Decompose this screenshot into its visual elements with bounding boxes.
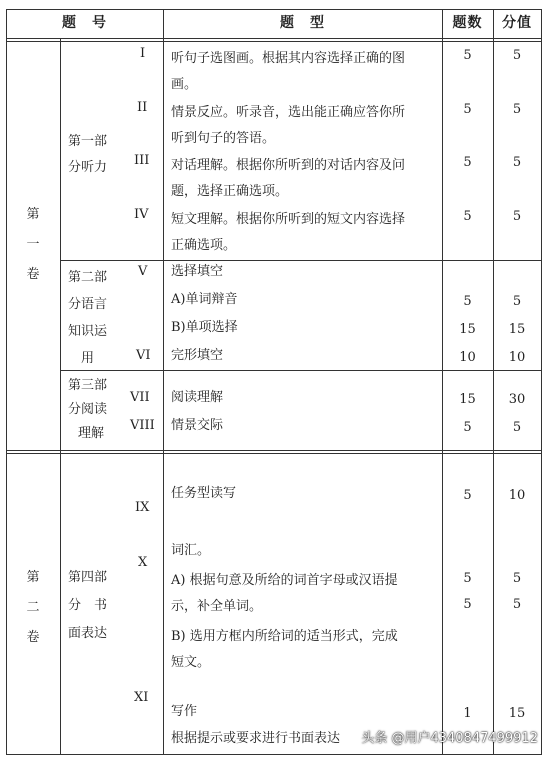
rule-bottom [6, 754, 542, 755]
rule-part2-bottom [60, 370, 542, 371]
row-type-10b: B) 选用方框内所给词的适当形式，完成 短文。 [171, 629, 398, 670]
rule-right [541, 9, 542, 755]
row-score-1: 5 [512, 48, 522, 63]
row-number-5: V [138, 264, 148, 279]
row-count-2: 5 [463, 102, 472, 117]
row-score-11: 15 [508, 706, 526, 721]
row-count-1: 5 [463, 48, 472, 63]
rule-left [6, 9, 7, 755]
rule-col-count [442, 9, 443, 755]
volume2-label: 第 二 卷 [26, 570, 40, 645]
rule-volume1-bottom [6, 450, 542, 451]
header-score: 分值 [502, 15, 532, 31]
row-type-9: 任务型读写 [171, 486, 237, 501]
row-score-6: 10 [508, 350, 526, 365]
header-question-type: 题 型 [280, 15, 325, 31]
row-score-2: 5 [512, 102, 522, 117]
header-question-count: 题数 [452, 15, 483, 31]
row-count-7: 15 [459, 392, 476, 407]
row-count-10a: 5 [463, 571, 472, 586]
row-type-5b: B)单项选择 [171, 320, 238, 335]
row-number-6: VI [136, 348, 151, 363]
header-question-number: 题 号 [62, 15, 107, 31]
row-count-11: 1 [463, 706, 472, 721]
row-number-9: IX [135, 500, 150, 515]
watermark-text: 头条 @用户4340847499912 [361, 731, 538, 746]
volume1-label: 第 一 卷 [26, 207, 40, 282]
row-type-8: 情景交际 [171, 418, 224, 433]
row-score-7: 30 [508, 392, 526, 407]
rule-header-bottom-2 [6, 41, 542, 42]
rule-col-type [163, 9, 164, 755]
row-count-5a: 5 [463, 294, 472, 309]
row-type-11-sub: 根据提示或要求进行书面表达 [171, 731, 341, 746]
row-type-5: 选择填空 [171, 264, 224, 279]
row-count-8: 5 [463, 420, 472, 435]
rule-part1-bottom [60, 260, 542, 261]
row-number-4: IV [134, 207, 149, 222]
row-count-5b: 15 [459, 322, 476, 337]
row-type-4: 短文理解。根据你所听到的短文内容选择 正确选项。 [171, 212, 406, 253]
row-number-7: VII [130, 390, 150, 405]
row-type-10: 词汇。 [171, 543, 211, 558]
row-type-2: 情景反应。听录音，选出能正确应答你所 听到句子的答语。 [171, 105, 406, 146]
row-count-9: 5 [463, 488, 472, 503]
row-number-1: I [140, 46, 146, 61]
row-score-3: 5 [512, 155, 522, 170]
part3-label: 第三部 分阅读 理解 [68, 378, 108, 441]
row-type-1: 听句子选图画。根据其内容选择正确的图 画。 [171, 51, 406, 92]
rule-top [6, 9, 542, 10]
row-type-3: 对话理解。根据你所听到的对话内容及问 题，选择正确选项。 [171, 158, 406, 199]
part4-label: 第四部 分 书 面表达 [68, 570, 108, 641]
row-score-10a: 5 [512, 571, 522, 586]
rule-col-volume [60, 38, 61, 755]
row-type-5a: A)单词辩音 [171, 292, 238, 307]
row-score-8: 5 [512, 420, 522, 435]
row-number-10: X [138, 555, 148, 570]
row-type-7: 阅读理解 [171, 390, 224, 405]
rule-col-score [493, 9, 494, 755]
part2-label: 第二部 分语言 知识运 用 [68, 270, 108, 366]
row-score-5a: 5 [512, 294, 522, 309]
row-score-9: 10 [508, 488, 526, 503]
row-number-3: III [134, 153, 150, 168]
row-count-3: 5 [463, 155, 472, 170]
row-number-8: VIII [130, 418, 155, 433]
row-count-10b: 5 [463, 597, 472, 612]
row-number-2: II [137, 100, 148, 115]
rule-header-bottom [6, 38, 542, 39]
row-score-4: 5 [512, 209, 522, 224]
row-count-6: 10 [459, 350, 476, 365]
rule-volume1-bottom-2 [6, 453, 542, 454]
row-score-5b: 15 [508, 322, 526, 337]
row-type-10a: A) 根据句意及所给的词首字母或汉语提 示，补全单词。 [171, 573, 398, 614]
row-score-10b: 5 [512, 597, 522, 612]
row-type-11: 写作 [171, 704, 198, 719]
row-number-11: XI [134, 690, 149, 705]
part1-label: 第一部 分听力 [68, 134, 108, 175]
row-count-4: 5 [463, 209, 472, 224]
row-type-6: 完形填空 [171, 348, 224, 363]
